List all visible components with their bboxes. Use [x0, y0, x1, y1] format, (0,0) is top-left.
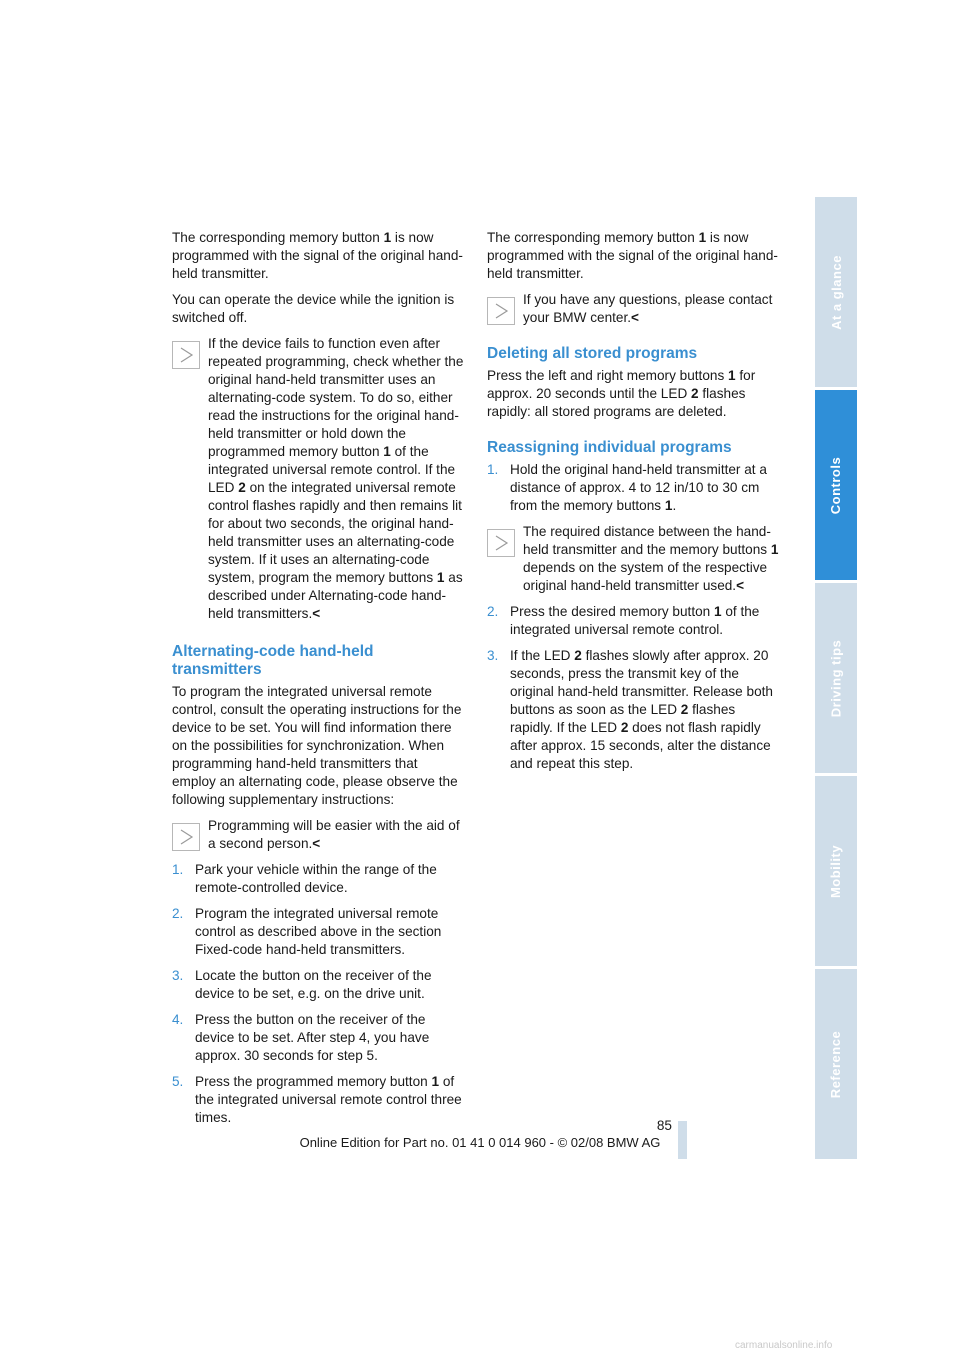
note	[487, 291, 779, 327]
note-text: If you have any questions, please contact your BMW center.<	[523, 292, 773, 325]
page-number: 85	[656, 1118, 672, 1133]
tab-label: Controls	[828, 456, 844, 514]
paragraph: To program the integrated universal remote control, consult the operating instructions for the device to be set. You will find information there on the possibilities for synchronization. When programming hand-held transmitters that employ an alternating code, please observe the following supplementary instructions:	[172, 684, 462, 807]
step-number: 3.	[172, 968, 184, 983]
step-list	[172, 861, 464, 1127]
right-column	[487, 229, 779, 781]
step-number: 3.	[487, 648, 499, 663]
note-triangle-icon	[172, 341, 200, 369]
tab-reference[interactable]	[815, 969, 857, 1159]
tab-label: Driving tips	[828, 639, 844, 717]
step-text: Park your vehicle within the range of the remote-controlled device.	[195, 862, 437, 895]
note	[172, 817, 464, 853]
step-text: Press the programmed memory button 1 of the integrated universal remote control three times.	[195, 1074, 462, 1125]
list-item	[487, 603, 779, 639]
step-list	[487, 461, 779, 773]
section-heading: Deleting all stored programs	[487, 345, 698, 362]
tab-controls[interactable]	[815, 390, 857, 580]
step-number: 2.	[172, 906, 184, 921]
tab-driving-tips[interactable]	[815, 583, 857, 773]
step-number: 4.	[172, 1012, 184, 1027]
footer-text: Online Edition for Part no. 01 41 0 014 960 - © 02/08 BMW AG	[299, 1135, 661, 1150]
step-number: 1.	[172, 862, 184, 877]
note	[487, 523, 779, 595]
section-tabs	[815, 197, 857, 1159]
step-text: Locate the button on the receiver of the device to be set, e.g. on the drive unit.	[195, 968, 432, 1001]
left-column	[172, 229, 464, 1135]
step-text: Program the integrated universal remote control as described above in the section Fixed-code hand-held transmitters.	[195, 906, 442, 957]
step-number: 2.	[487, 604, 499, 619]
step-number: 5.	[172, 1074, 184, 1089]
list-item	[172, 1073, 464, 1127]
tab-label: Mobility	[828, 844, 844, 898]
note	[172, 335, 464, 623]
section-heading: Alternating-code hand-held transmitters	[172, 643, 374, 678]
step-number: 1.	[487, 462, 499, 477]
list-item	[172, 967, 464, 1003]
step-text: Press the desired memory button 1 of the integrated universal remote control.	[510, 604, 760, 637]
note-text: Programming will be easier with the aid of a second person.<	[208, 818, 460, 851]
list-item	[487, 647, 779, 773]
paragraph: The corresponding memory button 1 is now programmed with the signal of the original hand-held transmitter.	[172, 230, 463, 281]
step-text: Press the button on the receiver of the device to be set. After step 4, you have approx. 30 seconds for step 5.	[195, 1012, 430, 1063]
note-triangle-icon	[172, 823, 200, 851]
paragraph: You can operate the device while the ignition is switched off.	[172, 292, 455, 325]
tab-label: At a glance	[828, 254, 844, 330]
list-item	[487, 461, 779, 595]
tab-label: Reference	[828, 1030, 844, 1098]
note-triangle-icon	[487, 297, 515, 325]
list-item	[172, 861, 464, 897]
step-text: Hold the original hand-held transmitter at a distance of approx. 4 to 12 in/10 to 30 cm from the memory buttons 1.	[510, 462, 767, 513]
section-heading: Reassigning individual programs	[487, 439, 732, 456]
step-text: If the LED 2 flashes slowly after approx. 20 seconds, press the transmit key of the original hand-held transmitter. Release both buttons as soon as the LED 2 flashes rapidly. If the LED 2 does not flash rapidly after approx. 15 seconds, alter the distance and repeat this step.	[510, 648, 773, 771]
note-text: The required distance between the hand-held transmitter and the memory buttons 1 depends on the system of the respective original hand-held transmitter used.<	[523, 524, 779, 593]
list-item	[172, 1011, 464, 1065]
note-text: If the device fails to function even after repeated programming, check whether the original hand-held transmitter uses an alternating-code system. To do so, either read the instructions for the original hand-held transmitter or hold down the programmed memory button 1 of the integrated universal remote control. If the LED 2 on the integrated universal remote control flashes rapidly and then remains lit for about two seconds, the original hand-held transmitter uses an alternating-code system. If it uses an alternating-code system, program the memory buttons 1 as described under Alternating-code hand-held transmitters.<	[208, 336, 464, 621]
watermark: carmanualsonline.info	[735, 1340, 833, 1351]
note-triangle-icon	[487, 529, 515, 557]
tab-at-a-glance[interactable]	[815, 197, 857, 387]
list-item	[172, 905, 464, 959]
tab-mobility[interactable]	[815, 776, 857, 966]
paragraph: The corresponding memory button 1 is now programmed with the signal of the original hand-held transmitter.	[487, 230, 778, 281]
paragraph: Press the left and right memory buttons 1 for approx. 20 seconds until the LED 2 flashes rapidly: all stored programs are deleted.	[487, 368, 756, 419]
